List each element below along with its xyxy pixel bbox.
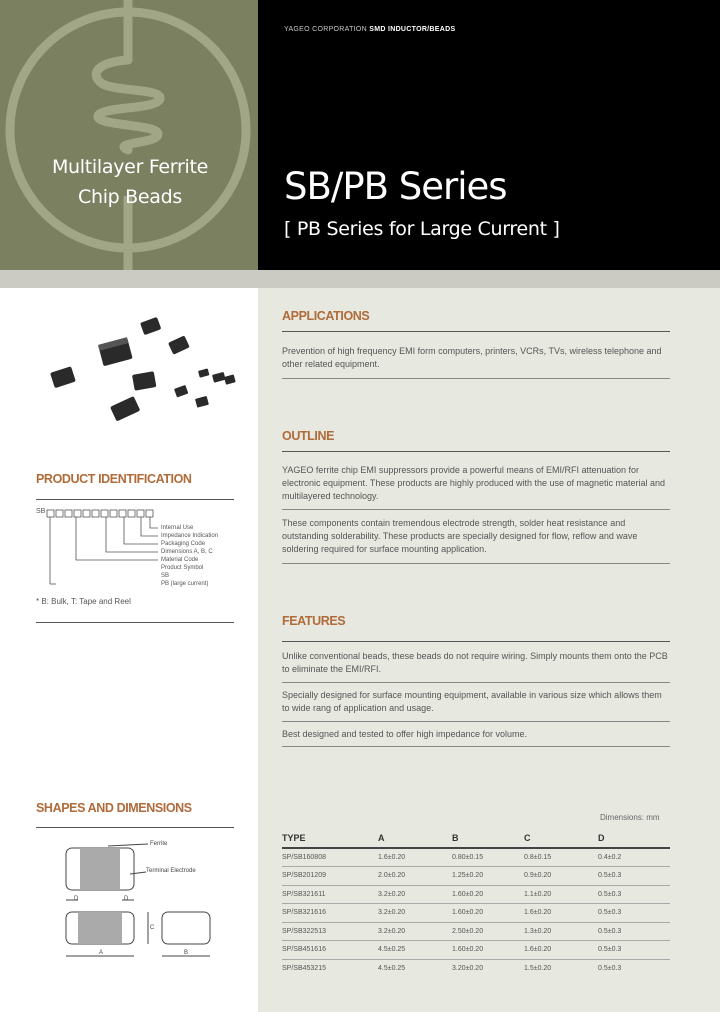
column-header-a: A	[378, 832, 452, 848]
pid-line-material: Material Code	[161, 557, 199, 563]
header-left-panel	[0, 0, 258, 270]
feature-item: Unlike conventional beads, these beads do not require wiring. Simply mounts them onto the PCB to eliminate the EMI/RFI.	[282, 651, 668, 674]
label-c: C	[150, 925, 155, 931]
table-cell: 0.9±0.20	[524, 867, 598, 886]
product-id-end-rule	[36, 622, 234, 623]
table-cell: 1.5±0.20	[524, 959, 598, 978]
series-subtitle: [ PB Series for Large Current ]	[284, 218, 560, 240]
corp-division: SMD INDUCTOR/BEADS	[369, 26, 456, 33]
outline-end-rule	[282, 563, 670, 564]
table-cell: 1.3±0.20	[524, 922, 598, 941]
table-cell: SP/SB453215	[282, 959, 378, 978]
pid-line-impedance: Impedance Indication	[161, 533, 219, 539]
table-cell: 1.6±0.20	[524, 904, 598, 923]
corp-prefix: YAGEO CORPORATION	[284, 26, 370, 33]
table-cell: 0.80±0.15	[452, 848, 524, 867]
header-divider-band	[0, 270, 720, 288]
table-cell: 3.2±0.20	[378, 904, 452, 923]
table-cell: 4.5±0.25	[378, 959, 452, 978]
series-title: SB/PB Series	[284, 165, 507, 208]
chip-dimension-diagram	[58, 836, 228, 966]
dimensions-title: SHAPES AND DIMENSIONS	[36, 801, 192, 815]
table-cell: 1.6±0.20	[524, 941, 598, 960]
table-cell: 3.2±0.20	[378, 922, 452, 941]
applications-end-rule	[282, 378, 670, 379]
outline-para-2: These components contain tremendous electrode strength, solder heat resistance and outstanding solderability. These products are specially designed for flow, reflow and wave soldering required for surface mounting application.	[282, 518, 638, 554]
table-cell: 1.60±0.20	[452, 904, 524, 923]
pid-line-internal: Internal Use	[161, 525, 194, 531]
table-cell: 3.20±0.20	[452, 959, 524, 978]
label-a: A	[99, 950, 104, 956]
product-category-title	[20, 152, 240, 212]
table-cell: 2.50±0.20	[452, 922, 524, 941]
table-cell: 0.5±0.3	[598, 922, 670, 941]
table-cell: SP/SB322513	[282, 922, 378, 941]
pid-line-sb: SB	[161, 573, 170, 579]
table-cell: 0.5±0.3	[598, 959, 670, 978]
pid-line-packaging: Packaging Code	[161, 541, 206, 547]
column-header-c: C	[524, 832, 598, 848]
label-b: B	[184, 950, 189, 956]
table-row	[282, 885, 670, 904]
product-id-rule	[36, 499, 234, 500]
outline-para-1: YAGEO ferrite chip EMI suppressors provide a powerful means of EMI/RFI attenuation for electronic equipment. These products are highly produced with the use of magnetic material and multilayered technology.	[282, 465, 666, 501]
pid-line-symbol: Product Symbol	[161, 565, 204, 571]
label-d-left: D	[74, 896, 79, 902]
table-cell: 0.5±0.3	[598, 885, 670, 904]
table-cell: 1.25±0.20	[452, 867, 524, 886]
code-prefix: SB	[36, 508, 46, 515]
feature-divider	[282, 721, 670, 722]
table-cell: 0.4±0.2	[598, 848, 670, 867]
coil-logo-icon	[0, 0, 258, 270]
table-cell: 0.5±0.3	[598, 941, 670, 960]
outline-rule	[282, 451, 670, 452]
table-cell: SP/SB201209	[282, 867, 378, 886]
table-cell: SP/SB451616	[282, 941, 378, 960]
table-row	[282, 922, 670, 941]
table-cell: SP/SB321611	[282, 885, 378, 904]
pid-line-dimensions: Dimensions A, B, C	[161, 549, 213, 555]
table-row	[282, 848, 670, 867]
table-cell: SP/SB160808	[282, 848, 378, 867]
table-cell: SP/SB321616	[282, 904, 378, 923]
part-number-diagram	[36, 508, 176, 600]
label-d-right: D	[124, 896, 129, 902]
feature-end-rule	[282, 746, 670, 747]
packaging-note: * B: Bulk, T: Tape and Reel	[36, 597, 131, 606]
label-terminal-electrode: Terminal Electrode	[146, 868, 196, 874]
table-cell: 1.1±0.20	[524, 885, 598, 904]
table-cell: 0.5±0.3	[598, 867, 670, 886]
table-cell: 2.0±0.20	[378, 867, 452, 886]
applications-rule	[282, 331, 670, 332]
table-cell: 0.5±0.3	[598, 904, 670, 923]
dimensions-unit: Dimensions: mm	[600, 813, 660, 822]
label-ferrite: Ferrite	[150, 841, 168, 847]
applications-title: APPLICATIONS	[282, 309, 370, 323]
table-cell: 0.8±0.15	[524, 848, 598, 867]
corporation-line	[284, 26, 455, 33]
category-line-1: Multilayer Ferrite	[51, 156, 209, 178]
table-cell: 3.2±0.20	[378, 885, 452, 904]
applications-text: Prevention of high frequency EMI form computers, printers, VCRs, TVs, wireless telephone and other related equipment.	[282, 346, 662, 369]
column-header-d: D	[598, 832, 670, 848]
outline-title: OUTLINE	[282, 429, 335, 443]
column-header-b: B	[452, 832, 524, 848]
table-header-row	[282, 832, 670, 848]
outline-mid-rule	[282, 509, 670, 510]
table-cell: 1.6±0.20	[378, 848, 452, 867]
feature-item: Best designed and tested to offer high impedance for volume.	[282, 729, 527, 739]
table-cell: 1.60±0.20	[452, 885, 524, 904]
table-row	[282, 941, 670, 960]
chip-beads-photo	[40, 305, 240, 435]
table-row	[282, 867, 670, 886]
product-id-title: PRODUCT IDENTIFICATION	[36, 472, 192, 486]
table-row	[282, 904, 670, 923]
feature-divider	[282, 682, 670, 683]
features-title: FEATURES	[282, 614, 346, 628]
table-cell: 1.60±0.20	[452, 941, 524, 960]
column-header-type: TYPE	[282, 832, 378, 848]
feature-item: Specially designed for surface mounting equipment, available in various size which allows them to wide rang of application and usage.	[282, 690, 662, 713]
category-line-2: Chip Beads	[77, 186, 182, 208]
dimensions-rule	[36, 827, 234, 828]
features-rule	[282, 641, 670, 642]
table-cell: 4.5±0.25	[378, 941, 452, 960]
dimensions-table	[282, 832, 670, 978]
table-row	[282, 959, 670, 978]
pid-line-pb: PB (large current)	[161, 581, 209, 587]
